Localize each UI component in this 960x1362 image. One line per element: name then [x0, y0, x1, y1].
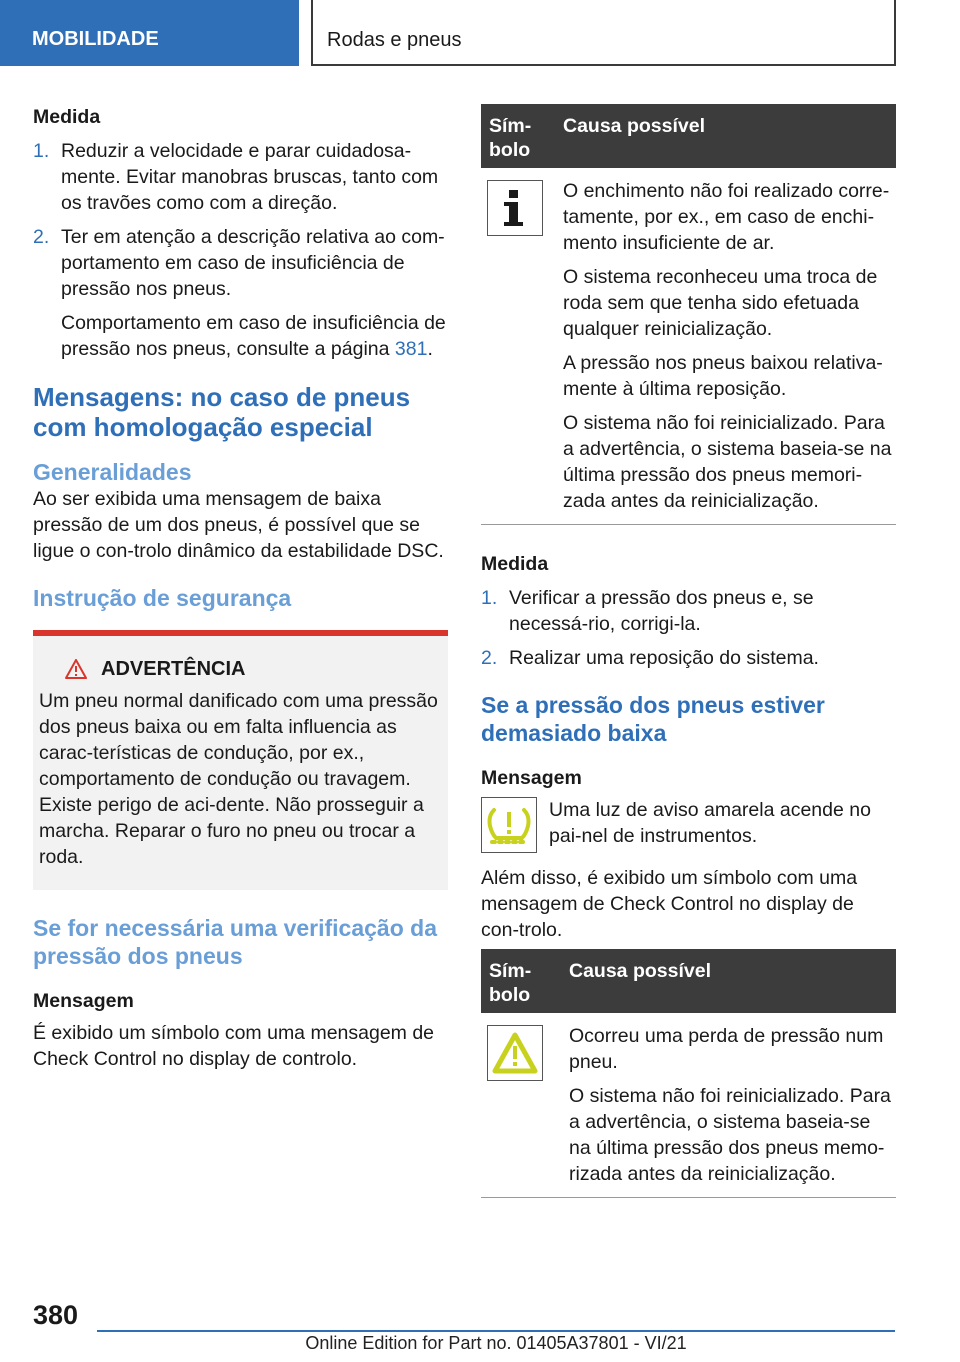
message-heading: Mensagem [33, 990, 134, 1012]
cause-text: O sistema reconheceu uma troca de roda sem que tenha sido efetuada qualquer reinicialização. [563, 266, 878, 340]
step-item [33, 138, 448, 216]
left-column [33, 104, 448, 1072]
extra-text: Além disso, é exibido um símbolo com uma mensagem de Check Control no display de con-trolo. [481, 867, 858, 941]
table-header-cause: Causa possível [563, 115, 705, 137]
cause-table-1 [481, 104, 896, 525]
step-text: Verificar a pressão dos pneus e, se necessá-rio, corrigi-la. [509, 587, 814, 635]
step-number: 1. [33, 140, 50, 162]
table-cell-symbol [481, 1023, 569, 1187]
step-reference [61, 310, 448, 362]
warning-icon [65, 659, 87, 679]
step-number: 2. [33, 226, 50, 248]
table-header [481, 104, 896, 168]
message-heading: Mensagem [481, 767, 582, 789]
table-cell-cause [569, 1023, 896, 1187]
table-cell-symbol [481, 178, 563, 514]
footer-edition: Online Edition for Part no. 01405A37801 - VI/21 [305, 1333, 687, 1353]
cause-text: O enchimento não foi realizado corre-tamente, por ex., em caso de enchi-mento insuficiente de ar. [563, 180, 890, 254]
page-link-381[interactable]: 381 [394, 338, 428, 360]
message-text: Uma luz de aviso amarela acende no pai-nel de instrumentos. [549, 799, 871, 847]
footer-divider [97, 1330, 895, 1332]
table-header [481, 949, 896, 1013]
header-section-tab: MOBILIDADE [0, 0, 299, 66]
step-reference-end: . [427, 338, 433, 360]
warning-box [33, 630, 448, 890]
warning-triangle-icon [487, 1025, 543, 1081]
step-text: Realizar uma reposição do sistema. [509, 647, 819, 669]
step-item [33, 224, 448, 362]
subheading-low-pressure: Se a pressão dos pneus estiver demasiado baixa [481, 692, 825, 746]
info-icon [487, 180, 543, 236]
warning-text: Um pneu normal danificado com uma pressão dos pneus baixa ou em falta influencia as carac-terísticas de condução, por ex., comportamento de condução ou travagem. Existe perigo de aci-dente. Não prosseguir a marcha. Reparar o furo no pneu ou trocar a roda. [39, 690, 438, 868]
tire-pressure-warning-icon [481, 797, 537, 853]
message-text: É exibido um símbolo com uma mensagem de Check Control no display de controlo. [33, 1022, 435, 1070]
table-header-symbol: Sím-bolo [489, 960, 532, 1006]
cause-table-2 [481, 949, 896, 1198]
cause-text: A pressão nos pneus baixou relativa-mente à última reposição. [563, 352, 883, 400]
subheading-safety: Instrução de segurança [33, 585, 292, 611]
table-header-cause: Causa possível [569, 960, 711, 982]
right-column [481, 104, 896, 1198]
measure-steps [33, 138, 448, 362]
measure-heading: Medida [33, 106, 101, 128]
general-text: Ao ser exibida uma mensagem de baixa pressão de um dos pneus, é possível que se ligue o con-trolo dinâmico da estabilidade DSC. [33, 488, 444, 562]
step-number: 1. [481, 587, 498, 609]
step-item [481, 645, 896, 671]
table-row [481, 1013, 896, 1198]
step-reference-text: Comportamento em caso de insuficiência de pressão nos pneus, consulte a página [61, 312, 446, 360]
subheading-general: Generalidades [33, 459, 192, 485]
step-text: Ter em atenção a descrição relativa ao com-portamento em caso de insuficiência de pressão nos pneus. [61, 226, 445, 300]
measure-heading: Medida [481, 553, 549, 575]
step-item [481, 585, 896, 637]
measure-steps [481, 585, 896, 671]
header-chapter-title: Rodas e pneus [311, 0, 896, 66]
cause-text: O sistema não foi reinicializado. Para a advertência, o sistema baseia-se na última pressão dos pneus memo-rizada antes da reinicialização. [569, 1085, 891, 1185]
subheading-check-pressure: Se for necessária uma verificação da pressão dos pneus [33, 915, 437, 969]
section-heading-special-tires: Mensagens: no caso de pneus com homologação especial [33, 382, 411, 442]
warning-title [39, 656, 440, 682]
message-row [481, 797, 896, 853]
table-header-symbol: Sím-bolo [489, 115, 532, 161]
cause-text: Ocorreu uma perda de pressão num pneu. [569, 1025, 884, 1073]
table-cell-cause [563, 178, 896, 514]
table-row [481, 168, 896, 525]
cause-text: O sistema não foi reinicializado. Para a advertência, o sistema baseia-se na última pressão dos pneus memori-zada antes da reinicialização. [563, 412, 892, 512]
warning-title-text: ADVERTÊNCIA [101, 658, 246, 680]
page-number: 380 [33, 1300, 79, 1330]
step-number: 2. [481, 647, 498, 669]
step-text: Reduzir a velocidade e parar cuidadosa-mente. Evitar manobras bruscas, tanto com os travões como com a direção. [61, 140, 439, 214]
